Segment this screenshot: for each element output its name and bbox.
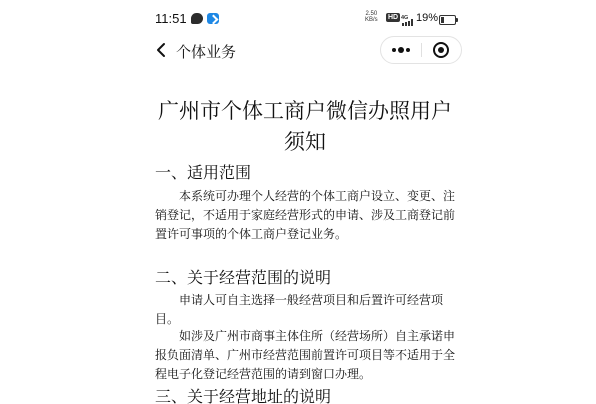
- network-speed-unit: KB/s: [365, 17, 378, 23]
- paragraph-line: 置许可事项的个体工商户登记业务。: [155, 227, 348, 241]
- document-title-line: 须知: [284, 130, 326, 154]
- paragraph-line: 如涉及广州市商事主体住所（经营场所）自主承诺申: [179, 329, 456, 343]
- document-title: [143, 96, 467, 158]
- chevron-left-icon: [149, 35, 175, 65]
- section-heading: 三、关于经营地址的说明: [155, 387, 332, 404]
- status-bar: [143, 0, 467, 30]
- paragraph-line: 程电子化登记经营范围的请到窗口办理。: [155, 367, 372, 381]
- section-paragraph: [155, 187, 456, 244]
- section-heading: 二、关于经营范围的说明: [155, 268, 332, 287]
- hd-badge: HD: [388, 14, 399, 21]
- close-miniprogram-button[interactable]: [422, 37, 461, 63]
- paragraph-line: 本系统可办理个人经营的个体工商户设立、变更、注: [179, 189, 456, 203]
- more-dots-icon: [381, 37, 421, 63]
- back-button[interactable]: [149, 35, 175, 65]
- nav-bar: [143, 31, 467, 69]
- network-speed-value: 2.50: [365, 11, 378, 17]
- status-time: 11:51: [155, 11, 187, 26]
- section-paragraph: [155, 327, 456, 384]
- document-title-line: 广州市个体工商户微信办照用户: [158, 99, 452, 123]
- app-notification-icon: [207, 13, 219, 24]
- network-type: 4G: [401, 15, 409, 21]
- section-heading: 一、适用范围: [155, 163, 252, 182]
- battery-percent: 19%: [416, 12, 439, 24]
- paragraph-line: 申请人可自主选择一般经营项目和后置许可经营项: [179, 293, 444, 307]
- miniprogram-capsule: [380, 36, 462, 64]
- signal-icon: [401, 11, 417, 23]
- more-button[interactable]: [381, 37, 421, 63]
- network-speed: [365, 11, 378, 23]
- paragraph-line: 销登记，不适用于家庭经营形式的申请、涉及工商登记前: [155, 208, 456, 222]
- paragraph-line: 目。: [155, 312, 180, 326]
- phone-viewport: [143, 0, 467, 404]
- section-paragraph: [155, 291, 453, 329]
- nav-title: 个体业务: [176, 43, 237, 61]
- battery-icon: [439, 15, 456, 25]
- chat-notification-icon: [191, 13, 203, 24]
- paragraph-line: 报负面清单、广州市经营范围前置许可项目等不适用于全: [155, 348, 456, 362]
- target-close-icon: [422, 37, 461, 63]
